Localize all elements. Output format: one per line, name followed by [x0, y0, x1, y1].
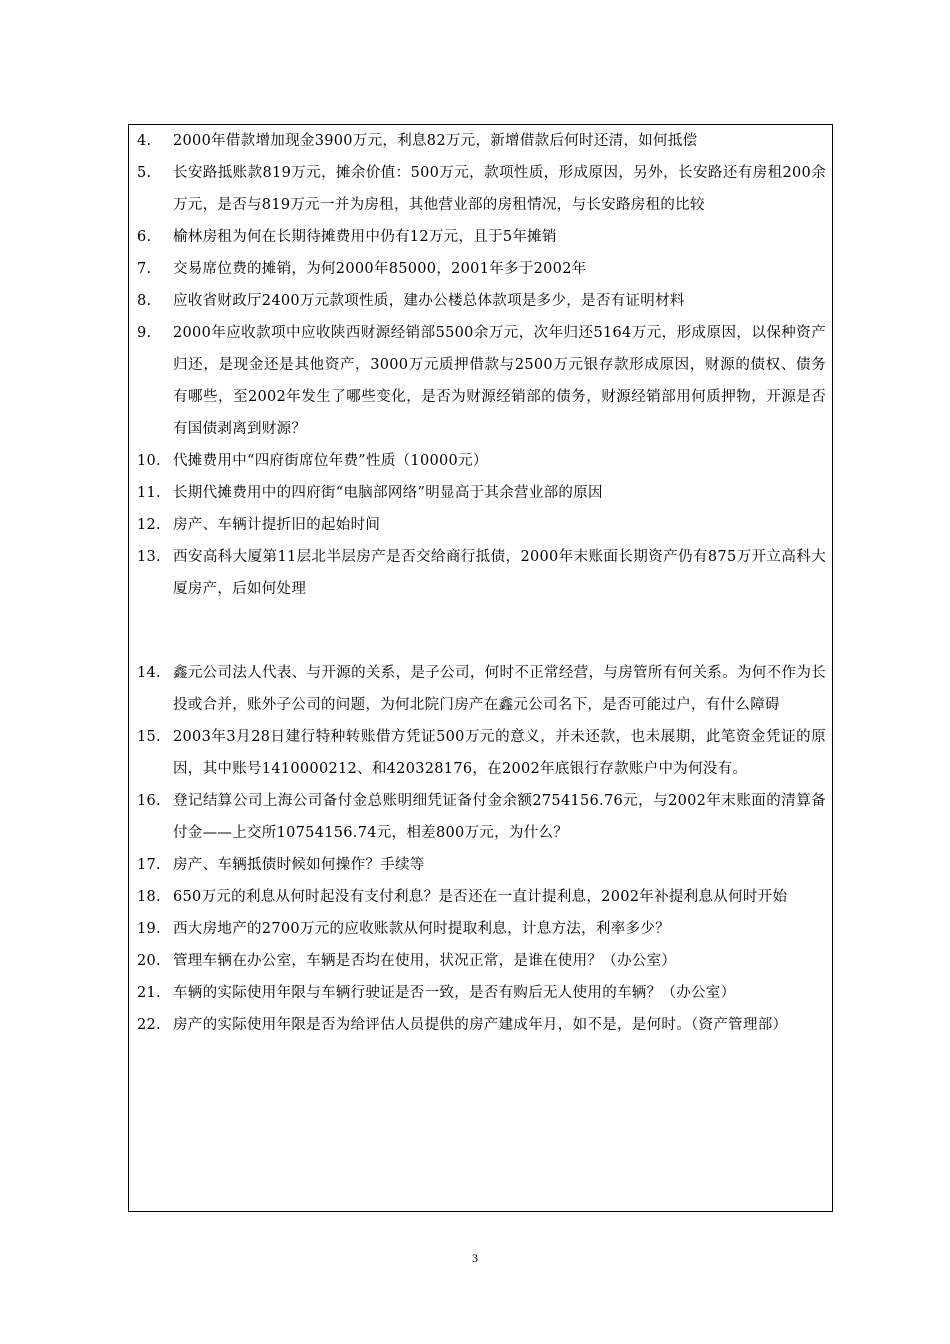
item-number: 22.: [137, 1017, 161, 1033]
item-text: 登记结算公司上海公司备付金总账明细凭证备付金余额2754156.76元，与2002年末账面的清算备付金——上交所10754156.74元，相差800万元，为什么？: [173, 793, 826, 841]
item-text: 长期代摊费用中的四府街“电脑部网络”明显高于其余营业部的原因: [173, 485, 603, 501]
blank-spacer: [137, 605, 826, 657]
item-number: 13.: [137, 549, 161, 565]
list-item: [137, 785, 826, 849]
list-item: [137, 945, 826, 977]
item-text: 650万元的利息从何时起没有支付利息？是否还在一直计提利息，2002年补提利息从何时开始: [173, 889, 788, 905]
item-number: 21.: [137, 985, 161, 1001]
item-text: 车辆的实际使用年限与车辆行驶证是否一致，是否有购后无人使用的车辆？（办公室）: [173, 985, 736, 1001]
item-number: 18.: [137, 889, 161, 905]
list-item: [137, 977, 826, 1009]
list-item: [137, 445, 826, 477]
item-text: 房产、车辆计提折旧的起始时间: [173, 517, 381, 533]
list-item: [137, 657, 826, 721]
list-item: [137, 721, 826, 785]
question-list: [137, 125, 826, 1041]
item-number: 15.: [137, 729, 161, 745]
list-item: [137, 881, 826, 913]
question-table-frame: [128, 124, 833, 1212]
list-item: [137, 477, 826, 509]
item-number: 16.: [137, 793, 161, 809]
item-number: 8.: [137, 293, 152, 309]
item-text: 2003年3月28日建行特种转账借方凭证500万元的意义，并未还款，也未展期，此笔资金凭证的原因，其中账号1410000212、和420328176，在2002年底银行存款账户中为何没有。: [173, 729, 826, 777]
item-number: 5.: [137, 165, 152, 181]
item-text: 2000年应收款项中应收陕西财源经销部5500余万元，次年归还5164万元，形成原因，以保种资产归还，是现金还是其他资产，3000万元质押借款与2500万元银存款形成原因，财源的债权、债务有哪些，至2002年发生了哪些变化，是否为财源经销部的债务，财源经销部用何质押物，开源是否有国债剥离到财源？: [173, 325, 826, 437]
list-item: [137, 317, 826, 445]
list-item: [137, 1009, 826, 1041]
item-number: 14.: [137, 665, 161, 681]
list-item: [137, 509, 826, 541]
item-number: 12.: [137, 517, 161, 533]
list-item: [137, 125, 826, 157]
item-number: 9.: [137, 325, 152, 341]
item-number: 19.: [137, 921, 161, 937]
page-number: 3: [472, 1251, 478, 1265]
list-item: [137, 285, 826, 317]
list-item: [137, 221, 826, 253]
item-text: 管理车辆在办公室，车辆是否均在使用，状况正常，是谁在使用？（办公室）: [173, 953, 677, 969]
list-item: [137, 913, 826, 945]
item-text: 交易席位费的摊销，为何2000年85000，2001年多于2002年: [173, 261, 587, 277]
item-text: 西安高科大厦第11层北半层房产是否交给商行抵债，2000年末账面长期资产仍有875万开立高科大厦房产，后如何处理: [173, 549, 826, 597]
item-text: 榆林房租为何在长期待摊费用中仍有12万元，且于5年摊销: [173, 229, 557, 245]
item-text: 长安路抵账款819万元，摊余价值：500万元，款项性质，形成原因，另外，长安路还有房租200余万元，是否与819万元一并为房租，其他营业部的房租情况，与长安路房租的比较: [173, 165, 826, 213]
item-number: 17.: [137, 857, 161, 873]
item-text: 应收省财政厅2400万元款项性质，建办公楼总体款项是多少，是否有证明材料: [173, 293, 685, 309]
item-text: 鑫元公司法人代表、与开源的关系，是子公司，何时不正常经营，与房管所有何关系。为何不作为长投或合并，账外子公司的问题，为何北院门房产在鑫元公司名下，是否可能过户，有什么障碍: [173, 665, 826, 713]
list-item: [137, 157, 826, 221]
item-number: 7.: [137, 261, 152, 277]
item-number: 10.: [137, 453, 161, 469]
item-text: 代摊费用中“四府街席位年费”性质（10000元）: [173, 453, 488, 469]
item-text: 房产、车辆抵债时候如何操作？手续等: [173, 857, 425, 873]
item-number: 11.: [137, 485, 161, 501]
list-item: [137, 253, 826, 285]
item-number: 20.: [137, 953, 161, 969]
item-number: 6.: [137, 229, 152, 245]
list-item: [137, 541, 826, 605]
item-text: 2000年借款增加现金3900万元，利息82万元，新增借款后何时还清，如何抵偿: [173, 133, 698, 149]
list-item: [137, 849, 826, 881]
item-text: 房产的实际使用年限是否为给评估人员提供的房产建成年月，如不是，是何时。（资产管理部）: [173, 1017, 788, 1033]
item-text: 西大房地产的2700万元的应收账款从何时提取利息，计息方法，利率多少？: [173, 921, 670, 937]
item-number: 4.: [137, 133, 152, 149]
